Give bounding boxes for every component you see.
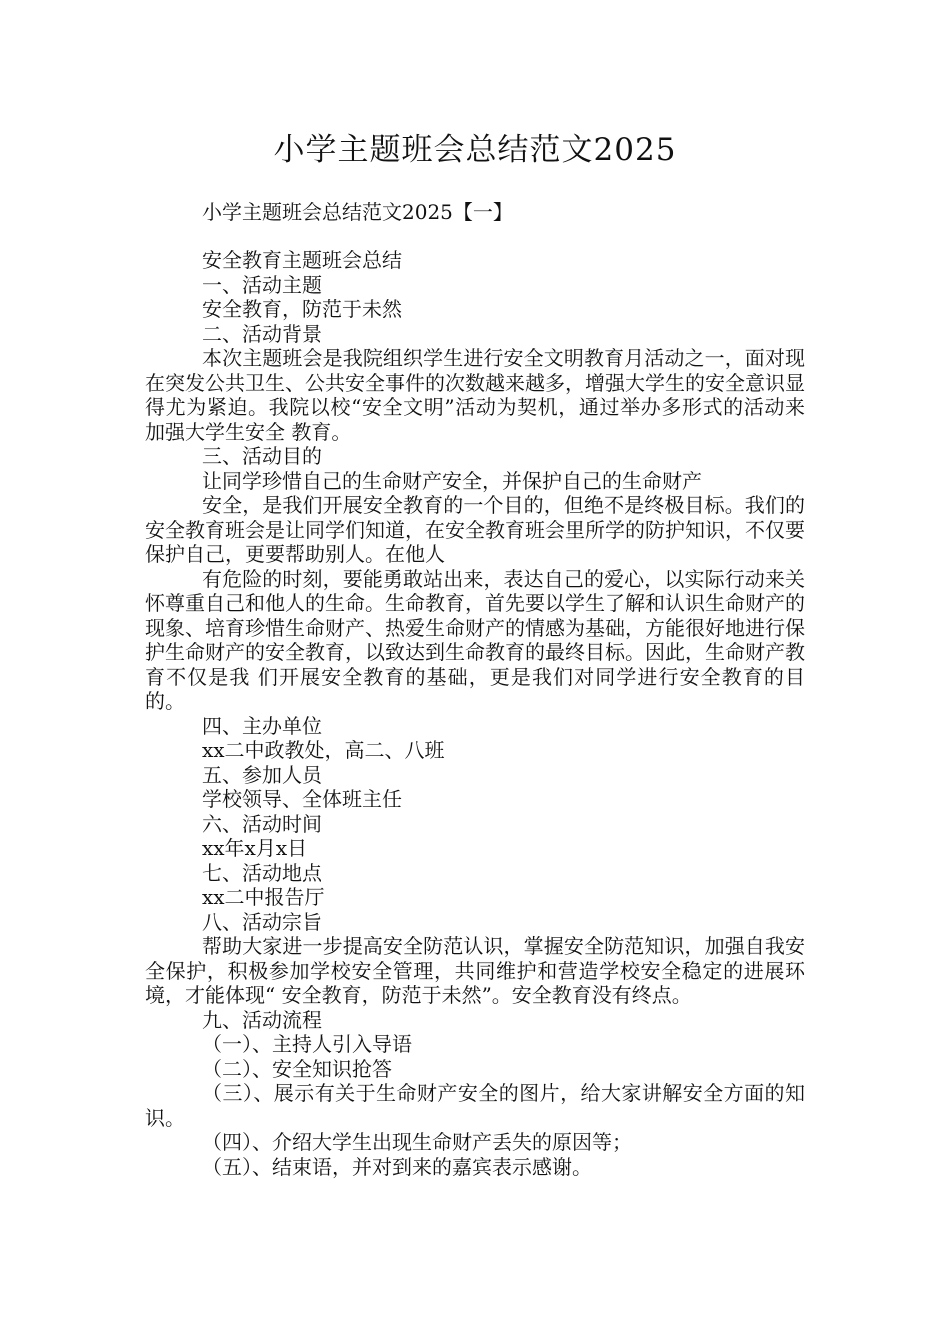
heading-organizer: 四、主办单位 [202,713,322,738]
activity-time-content: xx年x月x日 [202,836,308,860]
process-item: （五）、结束语，并对到来的嘉宾表示感谢。 [202,1154,592,1179]
heading-activity-purpose-statement: 八、活动宗旨 [202,909,322,934]
activity-background-content: 本次主题班会是我院组织学生进行安全文明教育月活动之一，面对现在突发公共卫生、公共安全事件的次数越来越多，增强大学生的安全意识显得尤为紧迫。我院以校“安全文明”活动为契机，通过举办多形式的活动来加强大学生安全 教育。 [145,346,805,444]
heading-activity-purpose: 三、活动目的 [202,444,322,468]
participants-content: 学校领导、全体班主任 [202,787,402,811]
activity-purpose-paragraph-3: 有危险的时刻，要能勇敢站出来，表达自己的爱心，以实际行动来关怀尊重自己和他人的生命。生命教育，首先要以学生了解和认识生命财产的现象、培育珍惜生命财产、热爱生命财产的情感为基础，方能很好地进行保护生命财产的安全教育，以致达到生命教育的最终目标。因此，生命财产教育不仅是我 们开展安全教育的基础，更是我们对同学进行安全教育的目的。 [145,566,805,713]
activity-theme-content: 安全教育，防范于未然 [202,297,402,321]
heading-activity-background: 二、活动背景 [202,321,322,346]
heading-activity-theme: 一、活动主题 [202,272,322,297]
process-item: （三）、展示有关于生命财产安全的图片，给大家讲解安全方面的知识。 [145,1081,805,1130]
process-item: （一）、主持人引入导语 [202,1032,412,1056]
heading-activity-location: 七、活动地点 [202,860,322,885]
activity-location-content: xx二中报告厅 [202,885,325,909]
document-body [145,248,805,1179]
activity-purpose-paragraph-2: 安全，是我们开展安全教育的一个目的，但绝不是终极目标。我们的安全教育班会是让同学们知道，在安全教育班会里所学的防护知识，不仅要保护自己，更要帮助别人。在他人 [145,493,805,566]
heading-activity-time: 六、活动时间 [202,811,322,836]
summary-title: 安全教育主题班会总结 [202,248,402,272]
heading-participants: 五、参加人员 [202,762,322,787]
organizer-content: xx二中政教处，高二、八班 [202,738,445,762]
heading-activity-process: 九、活动流程 [202,1007,322,1032]
activity-purpose-statement-content: 帮助大家进一步提高安全防范认识，掌握安全防范知识，加强自我安全保护，积极参加学校安全管理，共同维护和营造学校安全稳定的进展环境，才能体现“ 安全教育，防范于未然”。安全教育没有终点。 [145,934,805,1007]
process-item: （四）、介绍大学生出现生命财产丢失的原因等； [202,1130,632,1154]
section-heading: 小学主题班会总结范文2025【一】 [202,200,513,224]
document-title: 小学主题班会总结范文2025 [273,132,677,168]
activity-purpose-content: 让同学珍惜自己的生命财产安全，并保护自己的生命财产 [202,468,702,493]
process-item: （二）、安全知识抢答 [202,1056,392,1081]
